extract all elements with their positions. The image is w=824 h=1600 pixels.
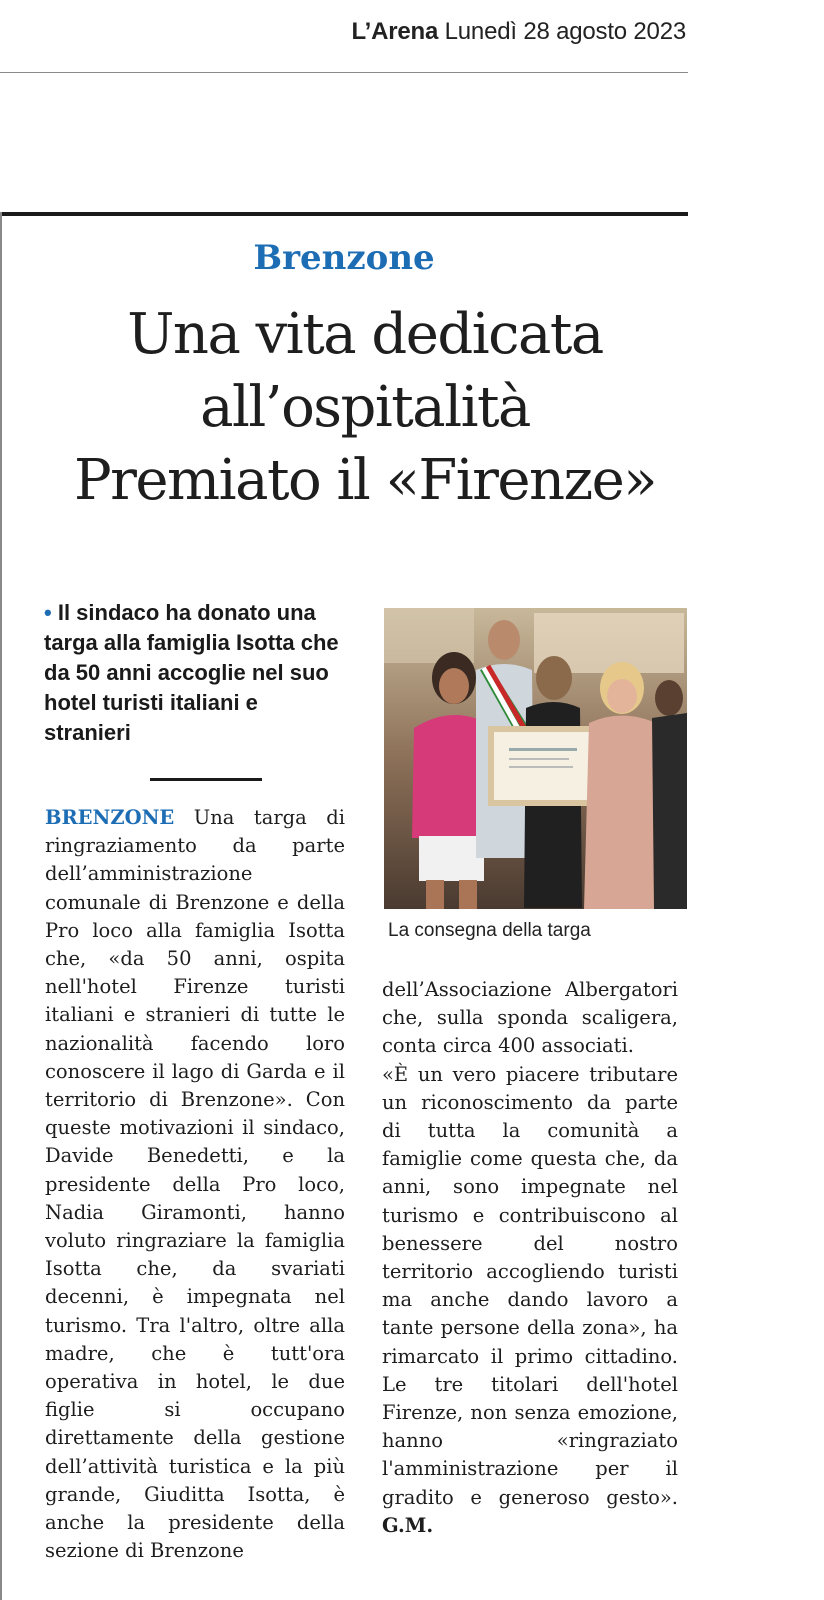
column-1-text: Una targa di ringraziamento da parte dell’amministrazione comunale di Brenzone e della Pro loco alla famiglia Isotta che, «da 50 anni, ospita nell'hotel Firenze turisti italiani e stranieri di tutte le nazionalità facendo loro conoscere il lago di Garda e il territorio di Brenzone». Con queste motivazioni il sindaco, Davide Benedetti, e la presidente della Pro loco, Nadia Giramonti, hanno voluto ringraziare la famiglia Isotta che, da svariati decenni, è impegnata nel turismo. Tra l'altro, oltre alla madre, che è tutt'ora operativa in hotel, le due figlie si occupano direttamente della gestione dell’attività turistica e la più grande, Giuditta Isotta, è anche la presidente della sezione di Brenzone — [45, 806, 345, 1563]
author-signature: G.M. — [382, 1513, 434, 1537]
header-divider — [0, 72, 688, 73]
summary-divider — [150, 778, 262, 781]
bullet-icon: • — [44, 600, 52, 625]
column-2-paragraph-1: dell’Associazione Albergatori che, sulla sponda scaligera, conta circa 400 associati. — [382, 978, 678, 1058]
article-column-2 — [382, 976, 678, 1540]
headline-line-2: all’ospitalità — [200, 375, 530, 440]
article-column-1 — [45, 804, 345, 1565]
article-summary — [44, 598, 344, 748]
dateline: BRENZONE — [45, 806, 175, 829]
article-kicker: Brenzone — [253, 238, 435, 278]
newspaper-name: L’Arena — [351, 18, 439, 45]
headline-line-3: Premiato il «Firenze» — [73, 448, 657, 513]
headline-line-1: Una vita dedicata — [127, 302, 603, 367]
section-divider — [0, 212, 688, 216]
photo-caption: La consegna della targa — [388, 920, 591, 941]
column-2-paragraph-2: «È un vero piacere tributare un riconoscimento da parte di tutta la comunità a famiglie come questa che, da anni, sono impegnate nel turismo e contribuiscono al benessere del nostro territorio accogliendo turisti ma anche dando lavoro a tante persone della zona», ha rimarcato il primo cittadino. Le tre titolari dell'hotel Firenze, non senza emozione, hanno «ringraziato l'amministrazione per il gradito e generoso gesto». — [382, 1062, 678, 1509]
masthead — [0, 18, 686, 46]
article-headline — [0, 298, 730, 517]
summary-text: Il sindaco ha donato una targa alla famiglia Isotta che da 50 anni accoglie nel suo hotel turisti italiani e stranieri — [44, 600, 339, 745]
article-photo — [384, 608, 687, 909]
issue-date: Lunedì 28 agosto 2023 — [444, 18, 686, 45]
